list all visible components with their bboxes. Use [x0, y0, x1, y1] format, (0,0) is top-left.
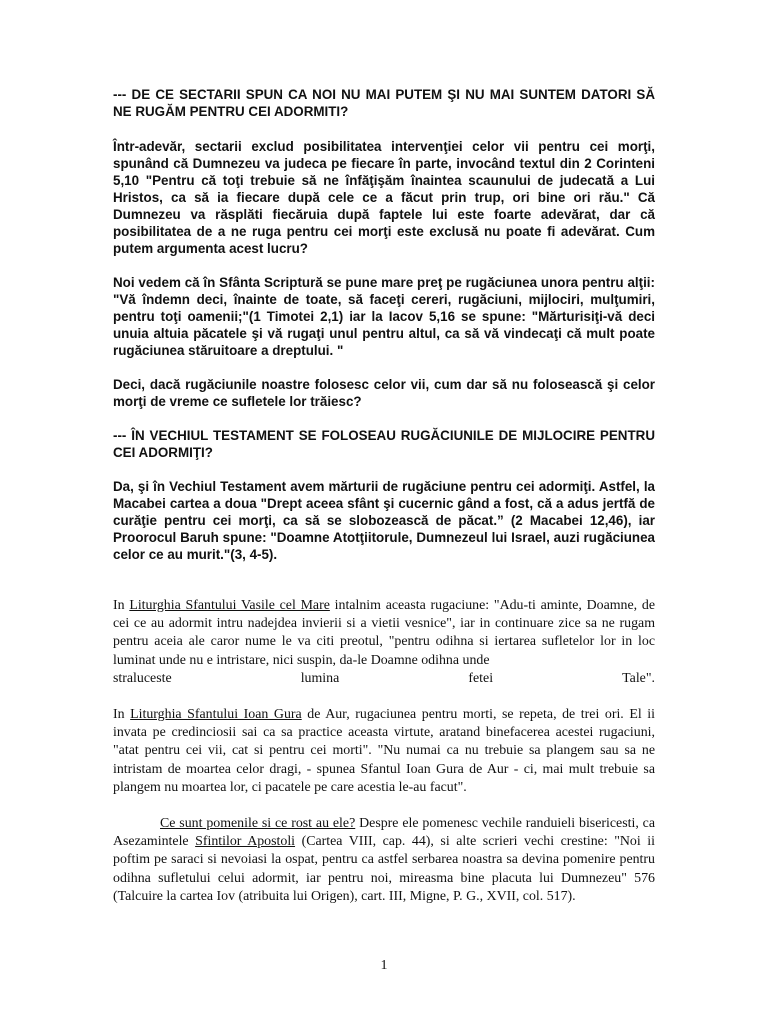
paragraph-liturgy-vasile: In Liturghia Sfantului Vasile cel Mare intalnim aceasta rugaciune: "Adu-ti aminte, Doamne, de cei ce au adormit intru nadejdea invierii si a vietii vesnice", iar in continuare zice sa ne rugam pentru aceia ale caror nume le va citi preotul, "pentru odihna si iertarea sufletelor lor in loc luminat unde nu e intristare, nici suspin, da-le Doamne odihna unde straluceste lumina fetei Tale". [113, 597, 655, 688]
paragraph-old-testament: Da, şi în Vechiul Testament avem mărturii de rugăciune pentru cei adormiţi. Astfel, la Macabei cartea a doua "Drept aceea sfânt şi cucernic gând a fost, că a adus jertfă de curăţie pentru cei morţi, ca să se slobozească de păcat.” (2 Macabei 12,46), iar Proorocul Baruh spune: "Doamne Atotţiitorule, Dumnezeul lui Israel, auzi rugăciunea celor ce au murit."(3, 4-5). [113, 479, 655, 562]
paragraph-sectarians: Într-adevăr, sectarii exclud posibilitatea intervenţiei celor vii pentru cei morţi, spunând că Dumnezeu va judeca pe fiecare în parte, invocând textul din 2 Corinteni 5,10 "Pentru că toţi trebuie să ne înfăţişăm înaintea scaunului de judecată a Lui Hristos, ca să ia fiecare după cele ce a făcut prin trup, ori bine ori rău." Că Dumnezeu va răsplăti fiecăruia după faptele lui este foarte adevărat, dar că posibilitatea de a ne ruga pentru cei morţi este exclusă nu poate fi adevărat. Cum putem argumenta acest lucru? [113, 139, 655, 256]
paragraph-scripture: Noi vedem că în Sfânta Scriptură se pune mare preţ pe rugăciunea unora pentru alţii: "Vă îndemn deci, înainte de toate, să faceţi cereri, rugăciuni, mijlociri, mulţumiri, pentru toţi oamenii;"(1 Timotei 2,1) iar la Iacov 5,16 se spune: "Mărturisiţi-vă deci unuia altuia păcatele şi vă rugaţi unul pentru altul, ca să vă vindecaţi că mult poate rugăciunea stăruitoare a dreptului. " [113, 275, 655, 358]
justified-last-line: straluceste lumina fetei Tale". [113, 670, 655, 686]
page-number: 1 [380, 958, 388, 973]
paragraph-prayers-living: Deci, dacă rugăciunile noastre folosesc celor vii, cum dar să nu folosească şi celor morţi de vreme ce sufletele lor trăiesc? [113, 377, 655, 409]
link-pomeni[interactable]: Ce sunt pomenile si ce rost au ele? [160, 816, 356, 832]
document-page [113, 86, 655, 906]
heading-sectarians: --- DE CE SECTARII SPUN CA NOI NU MAI PUTEM ŞI NU MAI SUNTEM DATORI SĂ NE RUGĂM PENTRU CEI ADORMITI? [113, 87, 655, 119]
link-liturghia-ioan[interactable]: Liturghia Sfantului Ioan Gura [130, 707, 302, 723]
paragraph-pomeni: Ce sunt pomenile si ce rost au ele? Despre ele pomenesc vechile randuieli bisericesti, ca Asezamintele Sfintilor Apostoli (Cartea VIII, cap. 44), si alte scrieri vechi crestine: "Noi ii poftim pe saraci si nevoiasi la ospat, pentru ca astfel serbarea noastra sa devina pomenire pentru odihna sufletului celui adormit, iar pentru noi, mireasma bine placuta lui Dumnezeu" 576 (Talcuire la cartea Iov (atribuita lui Origen), cart. III, Migne, P. G., XVII, col. 517). [113, 816, 655, 904]
heading-old-testament: --- ÎN VECHIUL TESTAMENT SE FOLOSEAU RUGĂCIUNILE DE MIJLOCIRE PENTRU CEI ADORMIŢI? [113, 428, 655, 460]
link-sfintilor-apostoli[interactable]: Sfintilor Apostoli [195, 834, 296, 850]
paragraph-liturgy-ioan: In Liturghia Sfantului Ioan Gura de Aur, rugaciunea pentru morti, se repeta, de trei ori. El ii invata pe credinciosii sai ca sa practice aceasta virtute, aratand binefacerea acestei rugaciuni, "atat pentru cei vii, cat si pentru cei morti". "Nu numai ca nu trebuie sa plangem sau sa ne intristam de moartea celor dragi, - spunea Sfantul Ioan Gura de Aur - ci, mai mult trebuie sa plangem nu moartea lor, ci pacatele pe care acestia le-au facut". [113, 707, 655, 795]
link-liturghia-vasile[interactable]: Liturghia Sfantului Vasile cel Mare [129, 598, 330, 613]
